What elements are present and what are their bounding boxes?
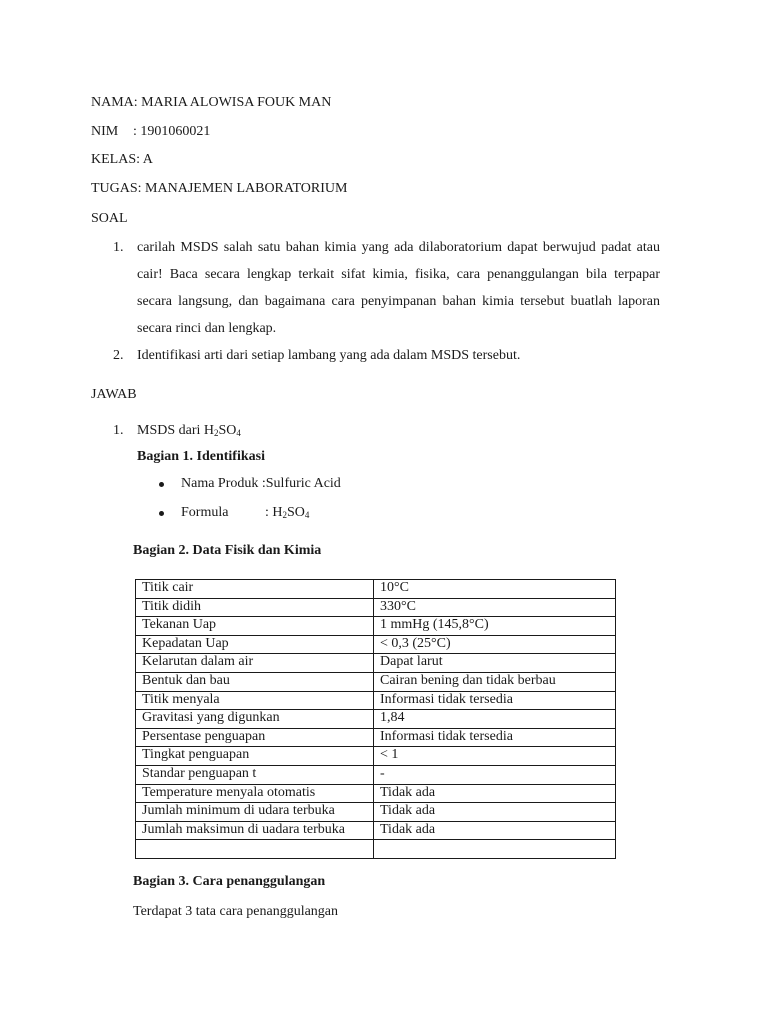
bagian-2-title: Bagian 2. Data Fisik dan Kimia: [133, 543, 322, 558]
table-row: [136, 710, 616, 729]
property-cell: Temperature menyala otomatis: [136, 784, 374, 803]
property-cell: Gravitasi yang digunkan: [136, 710, 374, 729]
property-cell: Kepadatan Uap: [136, 635, 374, 654]
table-row: [136, 728, 616, 747]
table-row: [136, 821, 616, 840]
bagian-1-formula-label: Formula: [181, 505, 229, 520]
soal-item-1-number: 1.: [113, 240, 124, 255]
formula-prefix: : H: [265, 505, 283, 520]
soal-item-1-line-2: cair! Baca secara lengkap terkait sifat kimia, fisika, cara penanggulangan bila terpapar: [137, 267, 660, 282]
jawab-item-1-text: [137, 423, 241, 439]
formula-sub-4: 4: [304, 510, 310, 520]
jawab-heading: JAWAB: [91, 387, 137, 402]
student-nim-label: NIM: [91, 124, 119, 139]
jawab-item-1-prefix: MSDS dari H: [137, 423, 215, 438]
table-row: [136, 803, 616, 822]
property-cell: Tingkat penguapan: [136, 747, 374, 766]
value-cell: Dapat larut: [374, 654, 616, 673]
property-cell: Jumlah maksimun di uadara terbuka: [136, 821, 374, 840]
property-cell: Kelarutan dalam air: [136, 654, 374, 673]
value-cell: < 0,3 (25°C): [374, 635, 616, 654]
value-cell: < 1: [374, 747, 616, 766]
jawab-item-1-mid: SO: [218, 423, 237, 438]
value-cell: 10°C: [374, 580, 616, 599]
property-cell: Tekanan Uap: [136, 617, 374, 636]
soal-item-1-line-4: secara rinci dan lengkap.: [137, 321, 277, 336]
table-row: [136, 580, 616, 599]
table-row: [136, 784, 616, 803]
value-cell: Informasi tidak tersedia: [374, 691, 616, 710]
property-cell: Persentase penguapan: [136, 728, 374, 747]
data-fisik-kimia-table: [135, 579, 616, 859]
jawab-item-1-sub-2: 2: [214, 428, 219, 438]
bagian-1-title: Bagian 1. Identifikasi: [137, 449, 265, 464]
bagian-1-formula-value: [265, 505, 309, 521]
value-cell: Tidak ada: [374, 803, 616, 822]
property-cell: Jumlah minimum di udara terbuka: [136, 803, 374, 822]
soal-item-1-line-1: carilah MSDS salah satu bahan kimia yang ada dilaboratorium dapat berwujud padat atau: [137, 240, 660, 255]
table-row: [136, 598, 616, 617]
value-cell: 330°C: [374, 598, 616, 617]
student-class: KELAS: A: [91, 152, 153, 167]
value-cell: [374, 840, 616, 859]
value-cell: Cairan bening dan tidak berbau: [374, 672, 616, 691]
value-cell: -: [374, 765, 616, 784]
bullet-icon: [159, 482, 164, 487]
table-row: [136, 635, 616, 654]
jawab-item-1-sub-4: 4: [236, 428, 241, 438]
formula-sub-2: 2: [282, 510, 287, 520]
property-cell: Standar penguapan t: [136, 765, 374, 784]
table-row: [136, 747, 616, 766]
table-row: [136, 691, 616, 710]
assignment-title: TUGAS: MANAJEMEN LABORATORIUM: [91, 181, 348, 196]
bullet-icon: [159, 511, 164, 516]
table-row: [136, 672, 616, 691]
property-cell: Titik didih: [136, 598, 374, 617]
soal-item-2-line-1: Identifikasi arti dari setiap lambang yang ada dalam MSDS tersebut.: [137, 348, 521, 363]
student-name: NAMA: MARIA ALOWISA FOUK MAN: [91, 95, 332, 110]
value-cell: Informasi tidak tersedia: [374, 728, 616, 747]
formula-mid: SO: [287, 505, 305, 520]
bagian-1-produk: Nama Produk :Sulfuric Acid: [181, 476, 341, 491]
table-row: [136, 765, 616, 784]
data-table-body: [136, 580, 616, 859]
table-row: [136, 840, 616, 859]
student-nim-value: : 1901060021: [133, 124, 211, 139]
property-cell: [136, 840, 374, 859]
soal-item-2-number: 2.: [113, 348, 124, 363]
property-cell: Bentuk dan bau: [136, 672, 374, 691]
value-cell: 1,84: [374, 710, 616, 729]
jawab-item-1-number: 1.: [113, 423, 124, 438]
bagian-3-title: Bagian 3. Cara penanggulangan: [133, 874, 326, 889]
property-cell: Titik cair: [136, 580, 374, 599]
value-cell: 1 mmHg (145,8°C): [374, 617, 616, 636]
value-cell: Tidak ada: [374, 784, 616, 803]
bagian-3-text: Terdapat 3 tata cara penanggulangan: [133, 904, 339, 919]
table-row: [136, 654, 616, 673]
property-cell: Titik menyala: [136, 691, 374, 710]
soal-item-1-line-3: secara langsung, dan bagaimana cara penyimpanan bahan kimia tersebut buatlah laporan: [137, 294, 660, 309]
soal-heading: SOAL: [91, 211, 128, 226]
table-row: [136, 617, 616, 636]
value-cell: Tidak ada: [374, 821, 616, 840]
